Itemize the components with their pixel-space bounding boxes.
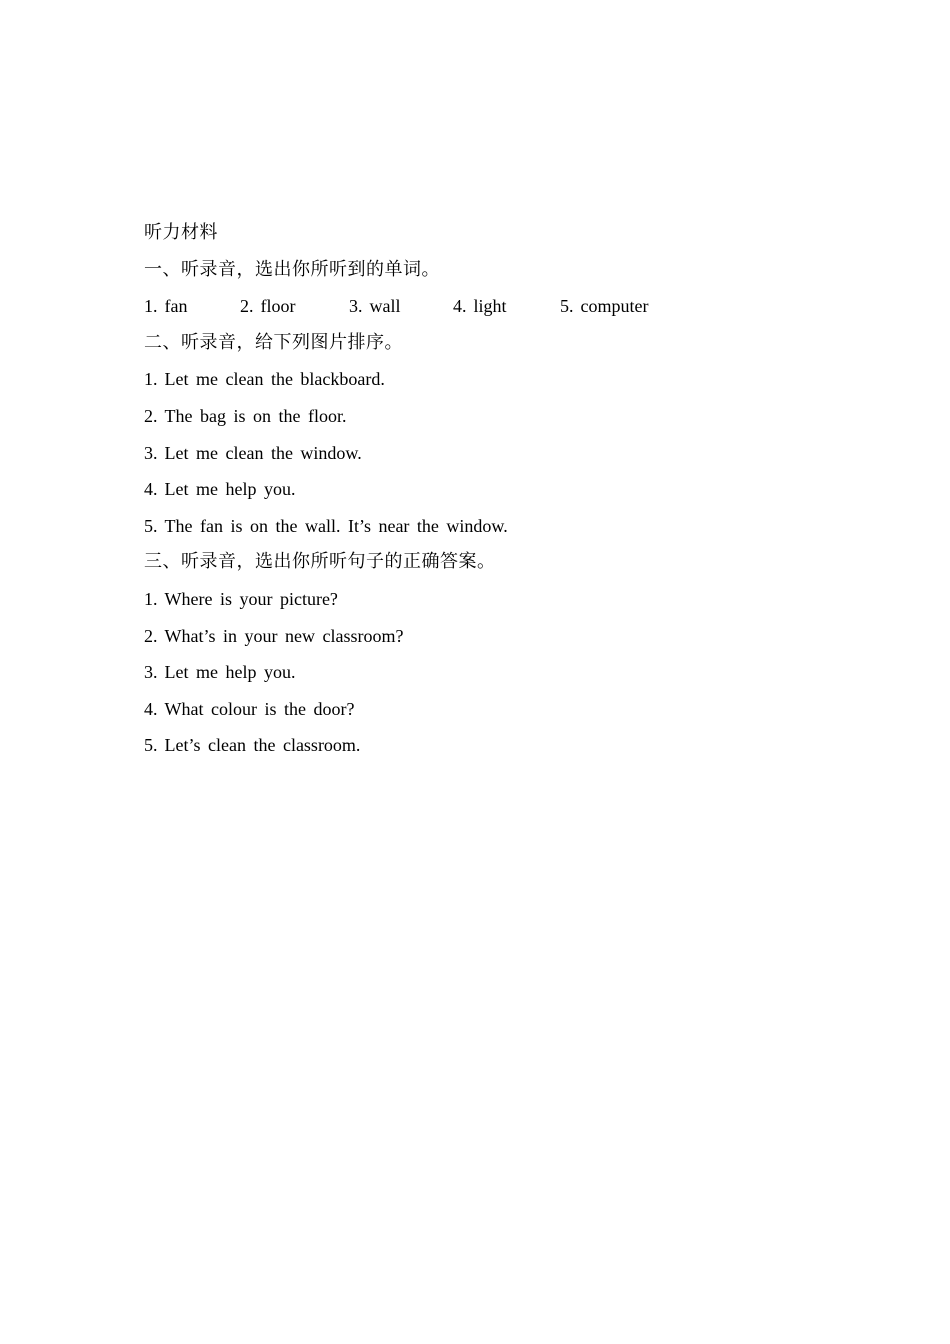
word-item: 4. light	[453, 296, 507, 317]
list-item: 4. What colour is the door?	[144, 698, 355, 719]
word-item: 5. computer	[560, 296, 649, 317]
word-item: 2. floor	[240, 296, 296, 317]
word-item: 1. fan	[144, 296, 188, 317]
page-title: 听力材料	[144, 222, 218, 243]
list-item: 5. The fan is on the wall. It’s near the window.	[144, 515, 508, 536]
list-item: 4. Let me help you.	[144, 479, 296, 500]
list-item: 1. Let me clean the blackboard.	[144, 369, 385, 390]
list-item: 3. Let me help you.	[144, 662, 296, 683]
section1-word-list	[144, 291, 844, 328]
list-item: 1. Where is your picture?	[144, 588, 338, 609]
section3-heading: 三、听录音，选出你所听句子的正确答案。	[144, 551, 496, 573]
document-body	[144, 218, 844, 767]
list-item: 2. What’s in your new classroom?	[144, 625, 404, 646]
section1-heading: 一、听录音，选出你所听到的单词。	[144, 258, 440, 280]
list-item: 5. Let’s clean the classroom.	[144, 735, 361, 756]
list-item: 3. Let me clean the window.	[144, 442, 362, 463]
word-item: 3. wall	[349, 296, 401, 317]
section2-heading: 二、听录音，给下列图片排序。	[144, 331, 403, 353]
list-item: 2. The bag is on the floor.	[144, 405, 347, 426]
